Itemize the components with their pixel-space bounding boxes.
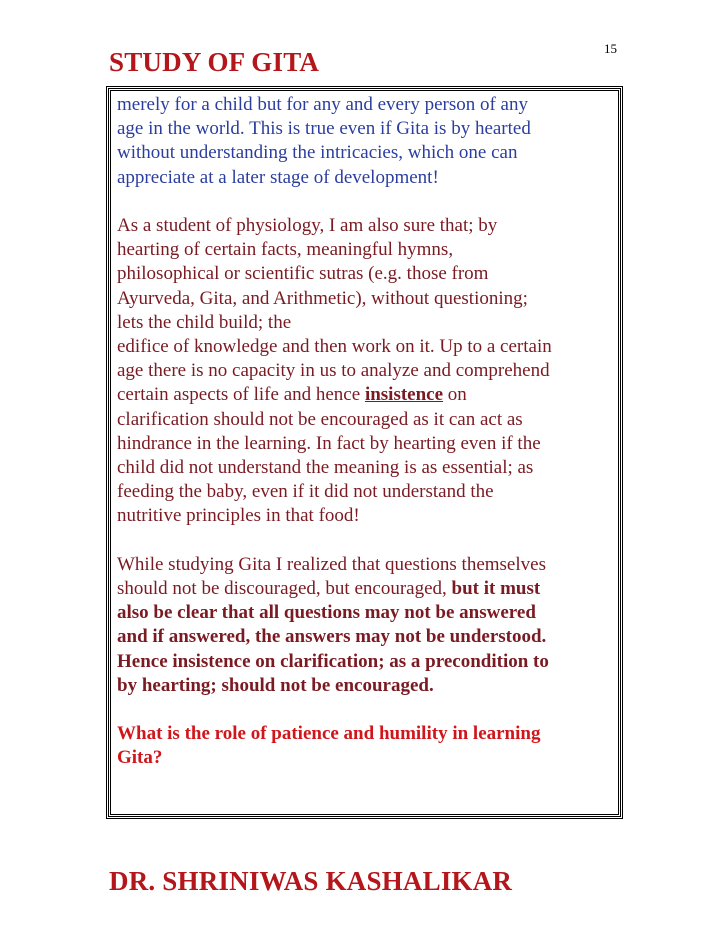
paragraph-line: child did not understand the meaning is as essential; as [117, 457, 534, 479]
author-name: DR. SHRINIWAS KASHALIKAR [109, 866, 513, 896]
paragraph-line: edifice of knowledge and then work on it. Up to a certain [117, 336, 552, 358]
paragraph-line: age there is no capacity in us to analyze and comprehend [117, 360, 550, 382]
paragraph-line: age in the world. This is true even if Gita is by hearted [117, 118, 531, 140]
paragraph-line: As a student of physiology, I am also sure that; by [117, 215, 498, 236]
bold-line: by hearting; should not be encouraged. [117, 674, 434, 696]
question-heading [117, 722, 617, 770]
paragraph-line: without understanding the intricacies, which one can [117, 142, 518, 164]
emphasized-word: insistence [364, 384, 444, 406]
paragraph-2 [117, 214, 617, 529]
page-number: 15 [604, 41, 617, 56]
bold-text: but it must [451, 578, 541, 600]
paragraph-line: While studying Gita I realized that questions themselves [117, 553, 546, 575]
line-text: certain aspects of life and hence [117, 384, 365, 406]
paragraph-line: merely for a child but for any and every person of any [117, 94, 528, 115]
bold-line: and if answered, the answers may not be understood. [117, 626, 547, 648]
question-line: What is the role of patience and humility in learning [117, 723, 541, 745]
bold-line: Hence insistence on clarification; as a precondition to [117, 650, 549, 672]
paragraph-line-with-emphasis [117, 383, 617, 407]
paragraph-line: philosophical or scientific sutras (e.g. those from [117, 263, 489, 285]
line-text: should not be discouraged, but encouraged, [117, 578, 452, 600]
paragraph-line: appreciate at a later stage of development! [117, 166, 439, 188]
paragraph-line: lets the child build; the [117, 311, 292, 333]
page-title: STUDY OF GITA [109, 47, 320, 77]
paragraph-line-mixed [117, 577, 617, 601]
paragraph-line: feeding the baby, even if it did not understand the [117, 481, 494, 503]
paragraph-line: hearting of certain facts, meaningful hymns, [117, 239, 454, 261]
paragraph-line: hindrance in the learning. In fact by hearting even if the [117, 432, 541, 454]
bold-line: also be clear that all questions may not be answered [117, 602, 536, 624]
paragraph-3 [117, 553, 617, 698]
paragraph-line: Ayurveda, Gita, and Arithmetic), without questioning; [117, 287, 528, 309]
framed-content [117, 93, 617, 795]
paragraph-line: clarification should not be encouraged as it can act as [117, 408, 523, 430]
paragraph-line: nutritive principles in that food! [117, 505, 360, 527]
question-line: Gita? [117, 747, 163, 769]
paragraph-1 [117, 93, 617, 190]
line-text: on [443, 384, 467, 406]
